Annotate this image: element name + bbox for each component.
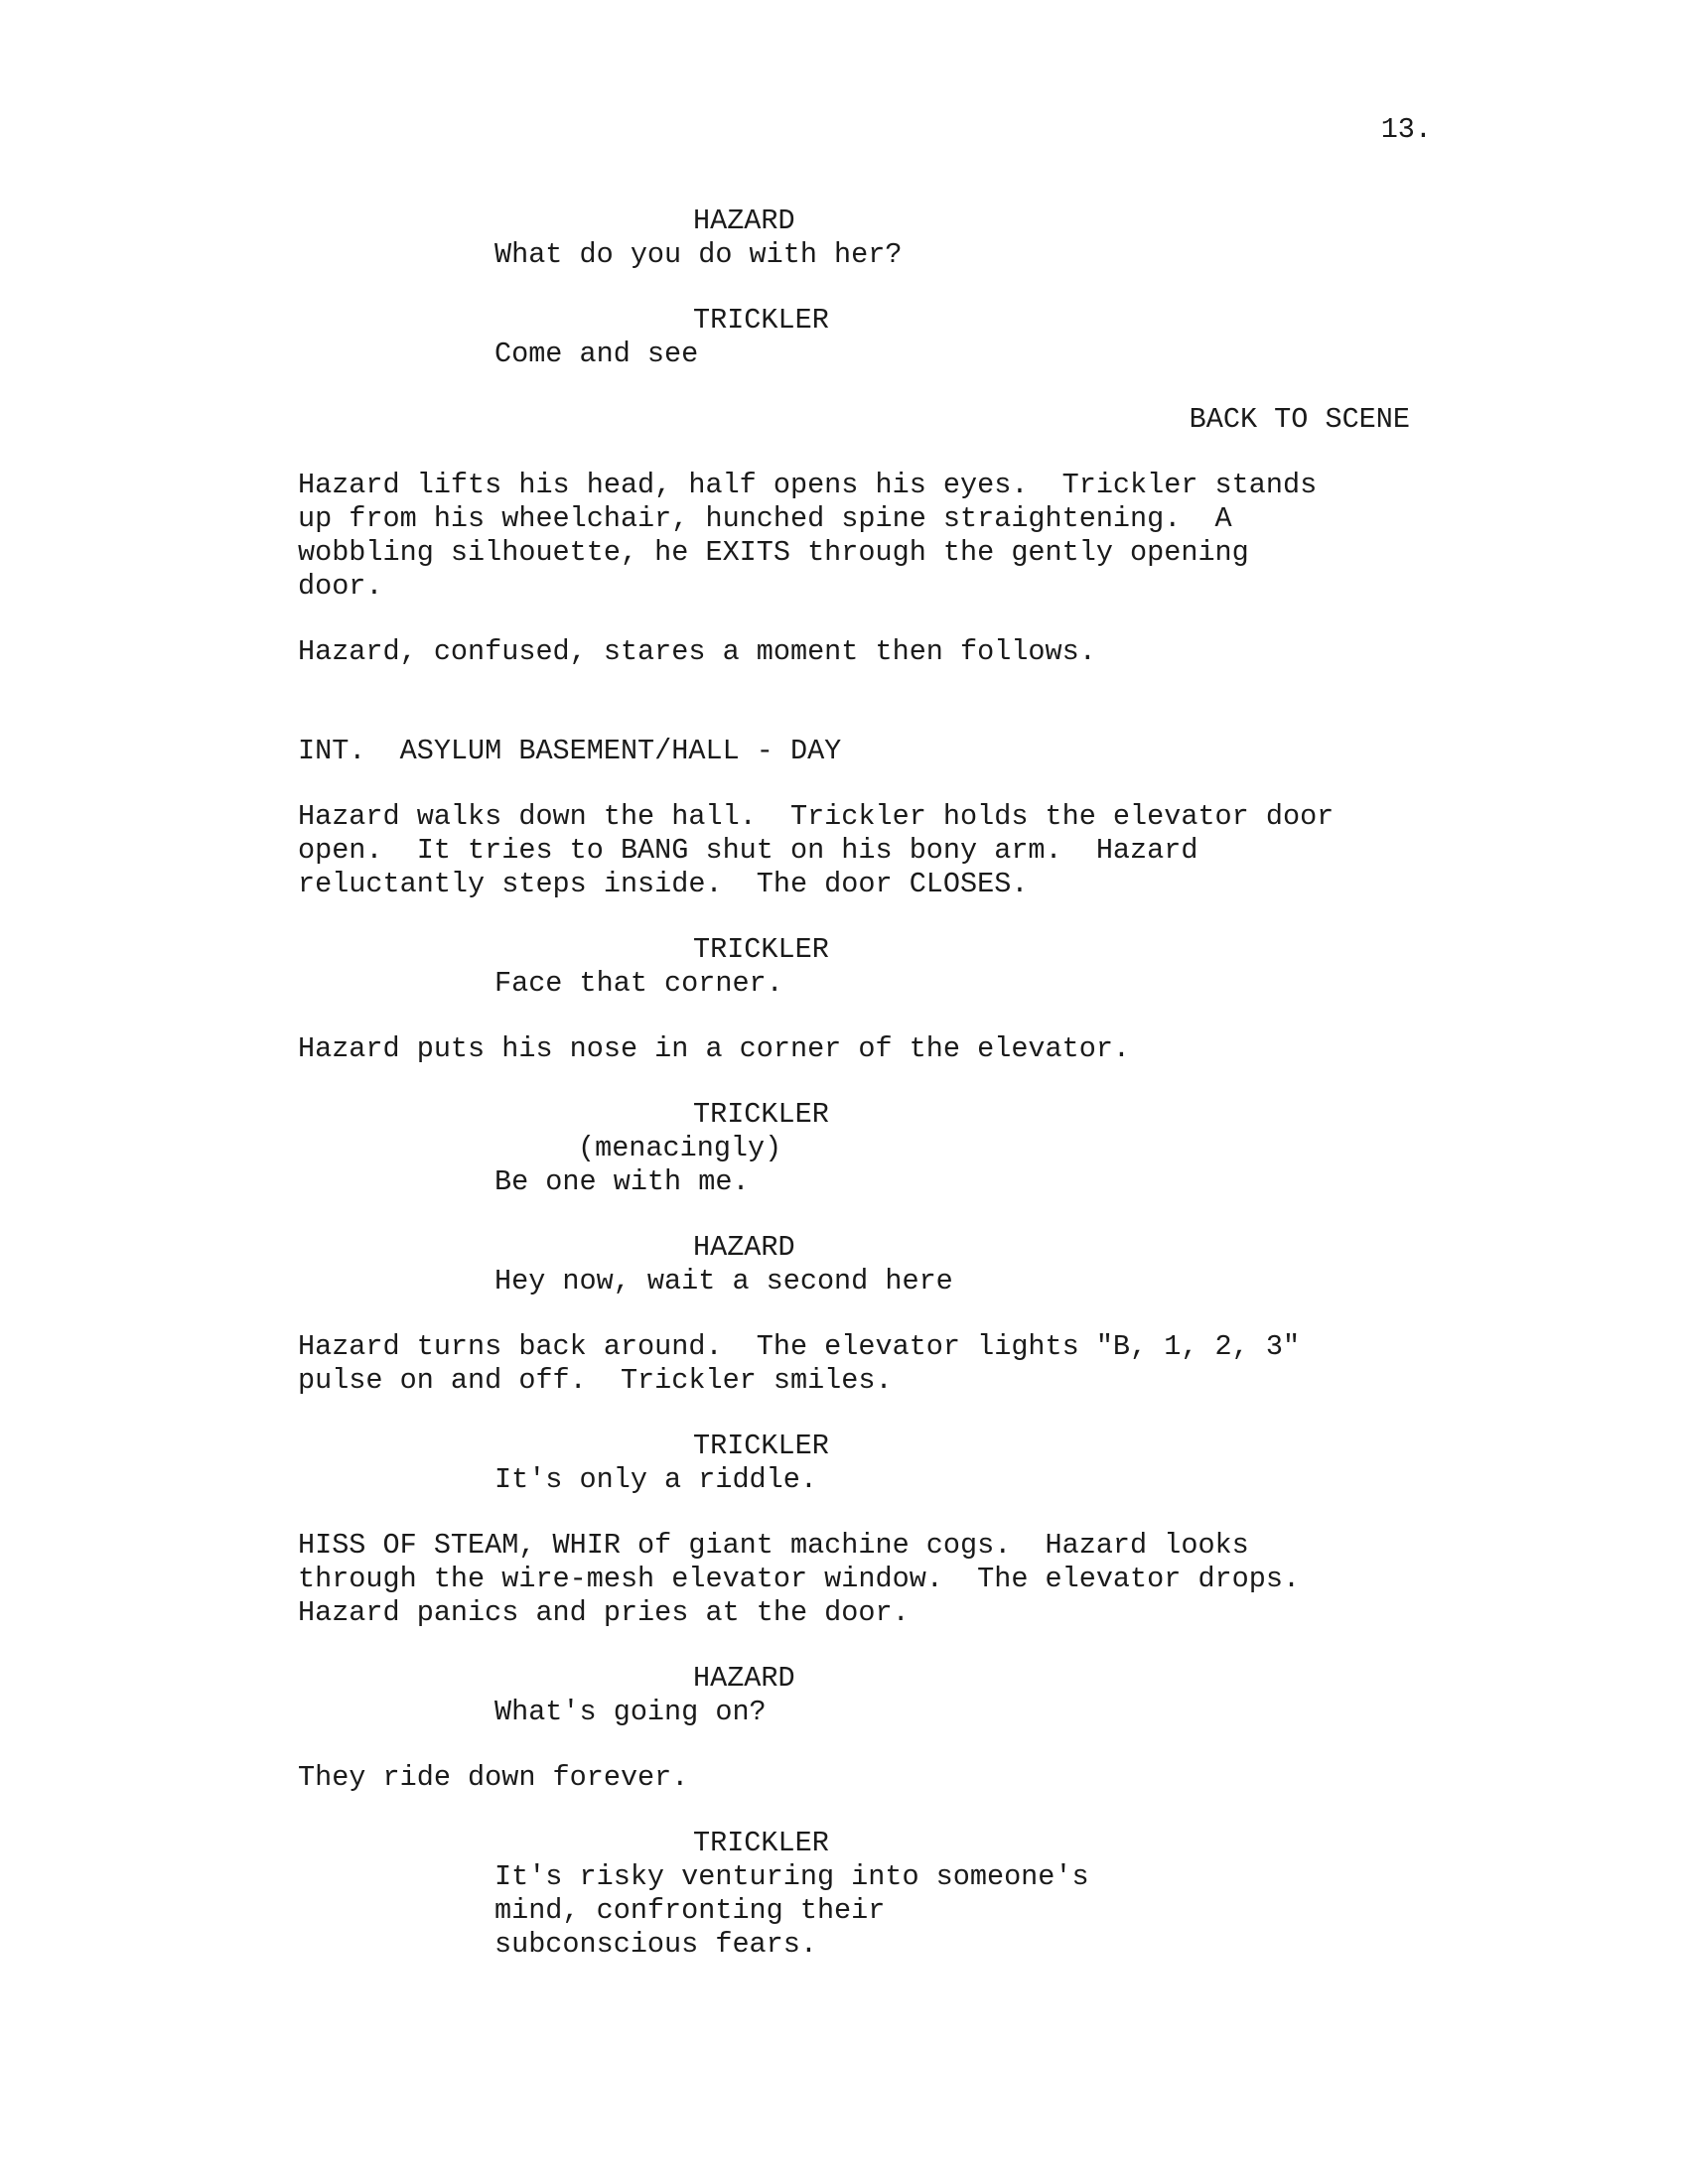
character-cue: TRICKLER <box>693 1098 829 1131</box>
dialogue-line: What do you do with her? <box>494 238 903 271</box>
character-cue: TRICKLER <box>693 1430 829 1462</box>
dialogue-line: subconscious fears. <box>494 1928 817 1961</box>
character-cue: HAZARD <box>693 1231 795 1264</box>
character-cue: TRICKLER <box>693 933 829 966</box>
transition: BACK TO SCENE <box>1189 403 1410 436</box>
scene-heading: INT. ASYLUM BASEMENT/HALL - DAY <box>298 735 842 767</box>
action-line: pulse on and off. Trickler smiles. <box>298 1364 893 1397</box>
character-cue: HAZARD <box>693 205 795 237</box>
action-line: Hazard, confused, stares a moment then follows. <box>298 635 1096 668</box>
action-line: Hazard turns back around. The elevator lights "B, 1, 2, 3" <box>298 1330 1301 1363</box>
action-line: wobbling silhouette, he EXITS through the gently opening <box>298 536 1249 569</box>
dialogue-line: It's only a riddle. <box>494 1463 817 1496</box>
parenthetical: (menacingly) <box>578 1132 782 1164</box>
action-line: through the wire-mesh elevator window. The elevator drops. <box>298 1563 1301 1595</box>
action-line: up from his wheelchair, hunched spine straightening. A <box>298 502 1232 535</box>
dialogue-line: What's going on? <box>494 1696 767 1728</box>
action-line: open. It tries to BANG shut on his bony arm. Hazard <box>298 834 1198 867</box>
action-line: Hazard walks down the hall. Trickler holds the elevator door <box>298 800 1335 833</box>
dialogue-line: Face that corner. <box>494 967 783 1000</box>
action-line: reluctantly steps inside. The door CLOSES. <box>298 868 1029 900</box>
dialogue-line: Come and see <box>494 338 699 370</box>
dialogue-line: It's risky venturing into someone's <box>494 1860 1089 1893</box>
dialogue-line: mind, confronting their <box>494 1894 886 1927</box>
action-line: Hazard puts his nose in a corner of the elevator. <box>298 1032 1131 1065</box>
action-line: HISS OF STEAM, WHIR of giant machine cogs. Hazard looks <box>298 1529 1249 1562</box>
action-line: door. <box>298 570 383 603</box>
action-line: They ride down forever. <box>298 1761 689 1794</box>
character-cue: TRICKLER <box>693 304 829 337</box>
character-cue: HAZARD <box>693 1662 795 1695</box>
character-cue: TRICKLER <box>693 1827 829 1859</box>
dialogue-line: Hey now, wait a second here <box>494 1265 953 1297</box>
action-line: Hazard lifts his head, half opens his eyes. Trickler stands <box>298 469 1318 501</box>
action-line: Hazard panics and pries at the door. <box>298 1596 910 1629</box>
dialogue-line: Be one with me. <box>494 1165 750 1198</box>
page-number: 13. <box>1380 113 1432 146</box>
